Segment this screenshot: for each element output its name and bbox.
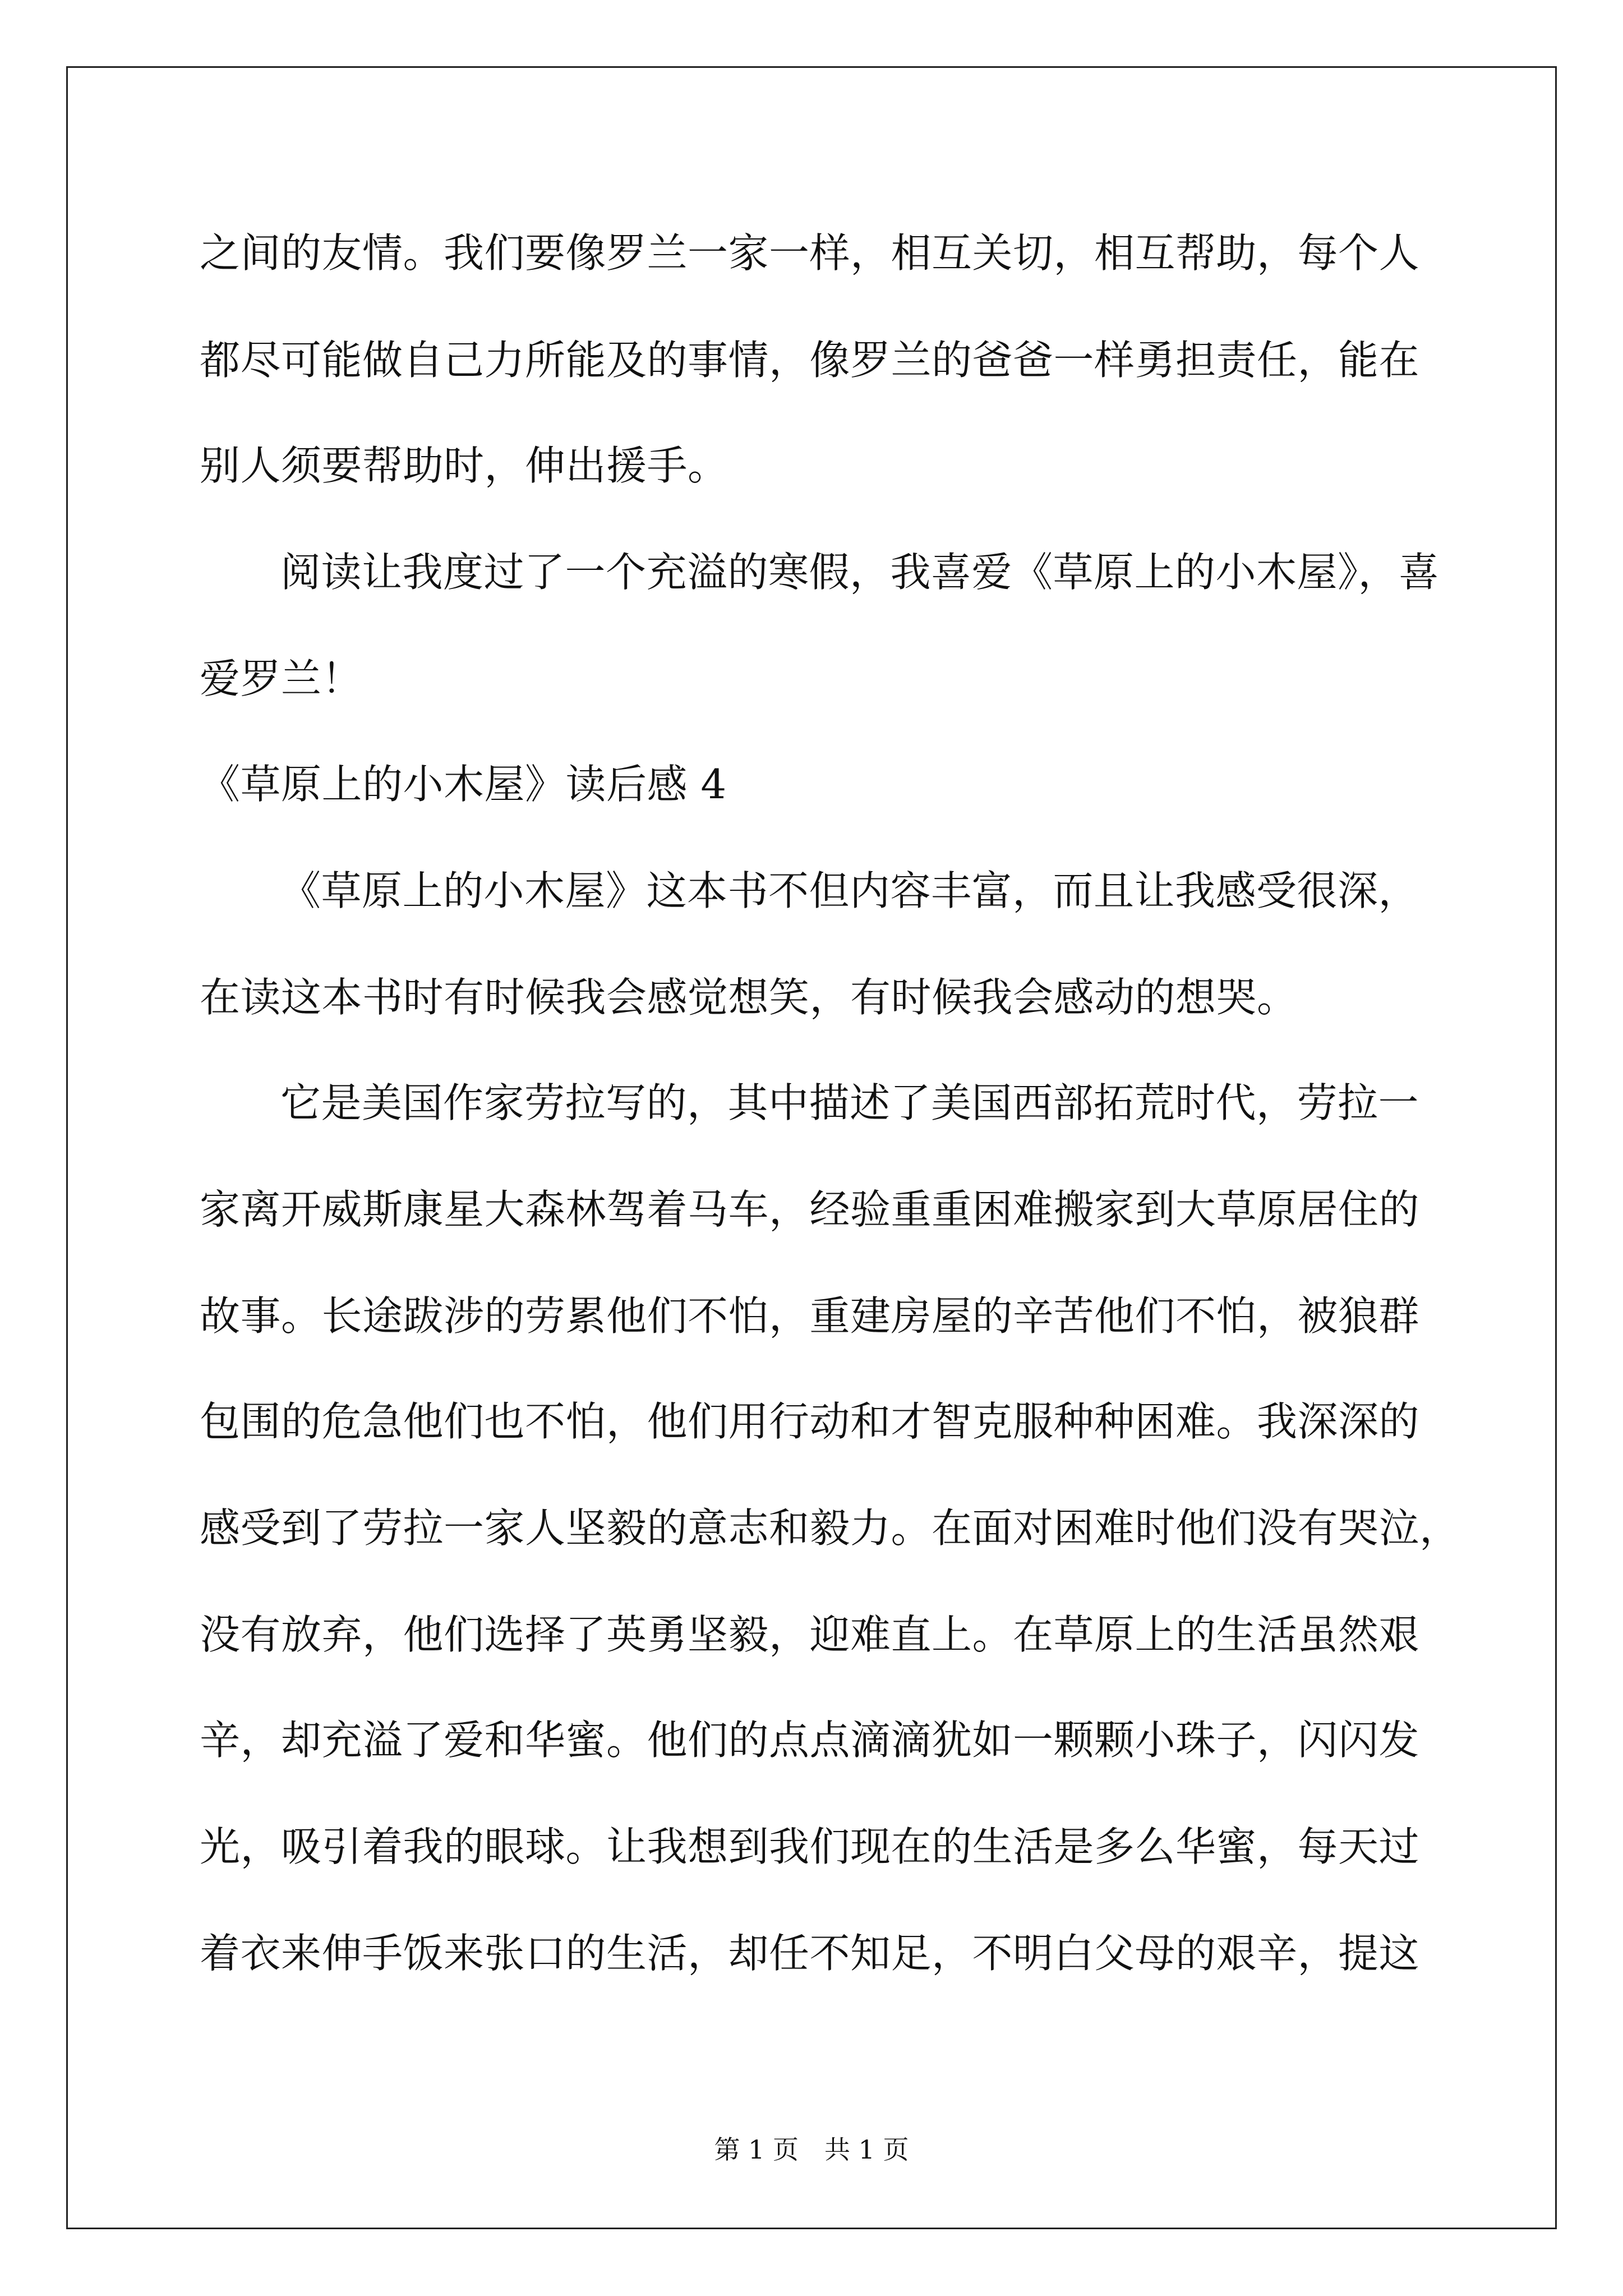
- text-line: 爱罗兰！: [200, 655, 363, 702]
- text-line: 《草原上的小木屋》这本书不但内容丰富，而且让我感受很深，: [280, 867, 1419, 914]
- text-line: 感受到了劳拉一家人坚毅的意志和毅力。在面对困难时他们没有哭泣，: [200, 1504, 1460, 1552]
- page-number-footer: 第 1 页 共 1 页: [714, 2134, 909, 2165]
- text-line: 别人须要帮助时，伸出援手。: [200, 442, 728, 489]
- text-line: 都尽可能做自己力所能及的事情，像罗兰的爸爸一样勇担责任，能在: [200, 337, 1420, 384]
- text-line: 光，吸引着我的眼球。让我想到我们现在的生活是多么华蜜，每天过: [200, 1823, 1420, 1870]
- text-line: 没有放弃，他们选择了英勇坚毅，迎难直上。在草原上的生活虽然艰: [200, 1611, 1420, 1658]
- text-line: 它是美国作家劳拉写的，其中描述了美国西部拓荒时代，劳拉一: [280, 1079, 1419, 1126]
- text-line: 之间的友情。我们要像罗兰一家一样，相互关切，相互帮助，每个人: [200, 229, 1420, 277]
- text-line: 着衣来伸手饭来张口的生活，却任不知足，不明白父母的艰辛，提这: [200, 1930, 1420, 1977]
- page-border: [66, 66, 1557, 2229]
- text-line: 家离开威斯康星大森林驾着马车，经验重重困难搬家到大草原居住的: [200, 1186, 1420, 1233]
- section-heading: 《草原上的小木屋》读后感 4: [200, 761, 727, 808]
- text-line: 阅读让我度过了一个充溢的寒假，我喜爱《草原上的小木屋》，喜: [280, 549, 1440, 596]
- text-line: 故事。长途跋涉的劳累他们不怕，重建房屋的辛苦他们不怕，被狼群: [200, 1292, 1420, 1340]
- text-line: 辛，却充溢了爱和华蜜。他们的点点滴滴犹如一颗颗小珠子，闪闪发: [200, 1717, 1420, 1764]
- text-line: 包围的危急他们也不怕，他们用行动和才智克服种种困难。我深深的: [200, 1398, 1420, 1445]
- text-line: 在读这本书时有时候我会感觉想笑，有时候我会感动的想哭。: [200, 974, 1298, 1021]
